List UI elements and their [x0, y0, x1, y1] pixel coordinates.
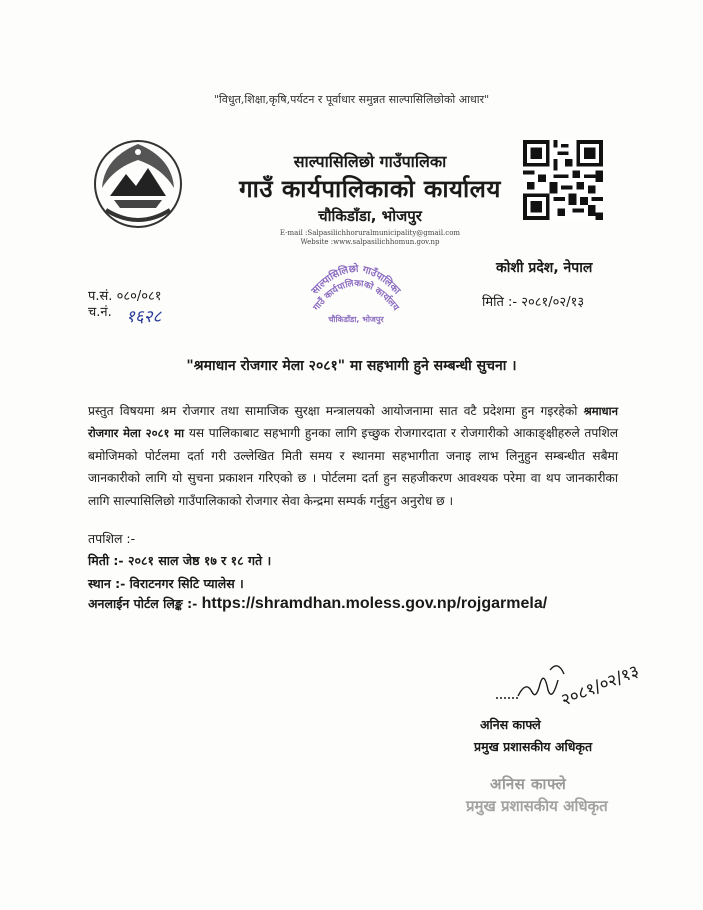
reference-number: प.सं. ०८०/०८१	[88, 289, 162, 304]
issue-date: मिति :- २०८१/०२/१३	[482, 295, 585, 310]
seal-line-1: साल्पासिलिछो गाउँपालिका	[309, 263, 403, 297]
notice-subject: "श्रमाधान रोजगार मेला २०८१" मा सहभागी हुने सम्बन्धी सुचना ।	[186, 358, 517, 374]
chalani-label: च.नं.	[88, 305, 112, 320]
seal-line-3: चौकिडाँडा, भोजपुर	[328, 315, 384, 324]
portal-line	[88, 595, 547, 613]
body-bold-event: श्रमाधान रोजगार मेला २०८१ मा	[88, 404, 618, 441]
office-name: गाउँ कार्यपालिकाको कार्यालय	[239, 175, 501, 203]
signature-date: २०८१/०२/१३	[558, 661, 643, 711]
portal-label: अनलाईन पोर्टल लिङ्क :-	[88, 596, 202, 611]
province-name: कोशी प्रदेश, नेपाल	[496, 260, 593, 276]
chalani-number: १६२८	[126, 307, 162, 327]
nepal-emblem-icon	[92, 138, 184, 230]
signatory-name: अनिस काफ्ले	[480, 717, 541, 732]
body-part-2: यस पालिकाबाट सहभागी हुनका लागि इच्छुक रोजगारदाता र रोजगारीको आकाङ्क्षीहरुले तपशिल बमोजिमको पोर्टलमा दर्ता गरी उल्लेखित मिती समय र स्थानमा सहभागीता जनाइ लाभ लिनुहुन सम्बन्धीत सबैमा जानकारीको लागि यो सुचना प्रकाशन गरिएको छ । पोर्टलमा दर्ता हुन सहजीकरण आवश्यक परेमा वा थप जानकारीका लागि साल्पासिलिछो गाउँपालिकाको रोजगार सेवा केन्द्रमा सम्पर्क गर्नुहुन अनुरोध छ ।	[88, 426, 618, 508]
motto: "विधुत,शिक्षा,कृषि,पर्यटन र पूर्वाधार समुन्नत साल्पासिलिछोको आधार"	[213, 93, 490, 106]
stamp-name: अनिस काफ्ले	[490, 775, 567, 793]
office-seal	[296, 246, 416, 328]
office-address: चौकिडाँडा, भोजपुर	[318, 207, 422, 225]
signatory-title: प्रमुख प्रशासकीय अधिकृत	[474, 739, 593, 754]
stamp-title: प्रमुख प्रशासकीय अधिकृत	[466, 797, 608, 815]
body-part-1: प्रस्तुत विषयमा श्रम रोजगार तथा सामाजिक सुरक्षा मन्त्रालयको आयोजनामा सात वटै प्रदेशमा हुन गइरहेको	[88, 404, 584, 418]
event-date: मिती :- २०८१ साल जेष्ठ १७ र १८ गते ।	[88, 553, 272, 568]
qr-code-icon	[522, 140, 604, 220]
office-email: E-mail :Salpasilichhoruralmunicipality@gmail.com	[279, 229, 461, 237]
portal-link[interactable]: https://shramdhan.moless.gov.np/rojgarmela/	[201, 595, 548, 612]
seal-line-2: गाउँ कार्यपालिकाको कार्यालय	[311, 278, 401, 313]
notice-body	[88, 400, 618, 512]
office-website: Website :www.salpasilichhomun.gov.np	[300, 238, 440, 246]
event-venue: स्थान :- विराटनगर सिटि प्यालेस ।	[88, 576, 244, 591]
details-heading: तपशिल :-	[88, 531, 136, 546]
municipality-name: साल्पासिलिछो गाउँपालिका	[293, 152, 447, 171]
